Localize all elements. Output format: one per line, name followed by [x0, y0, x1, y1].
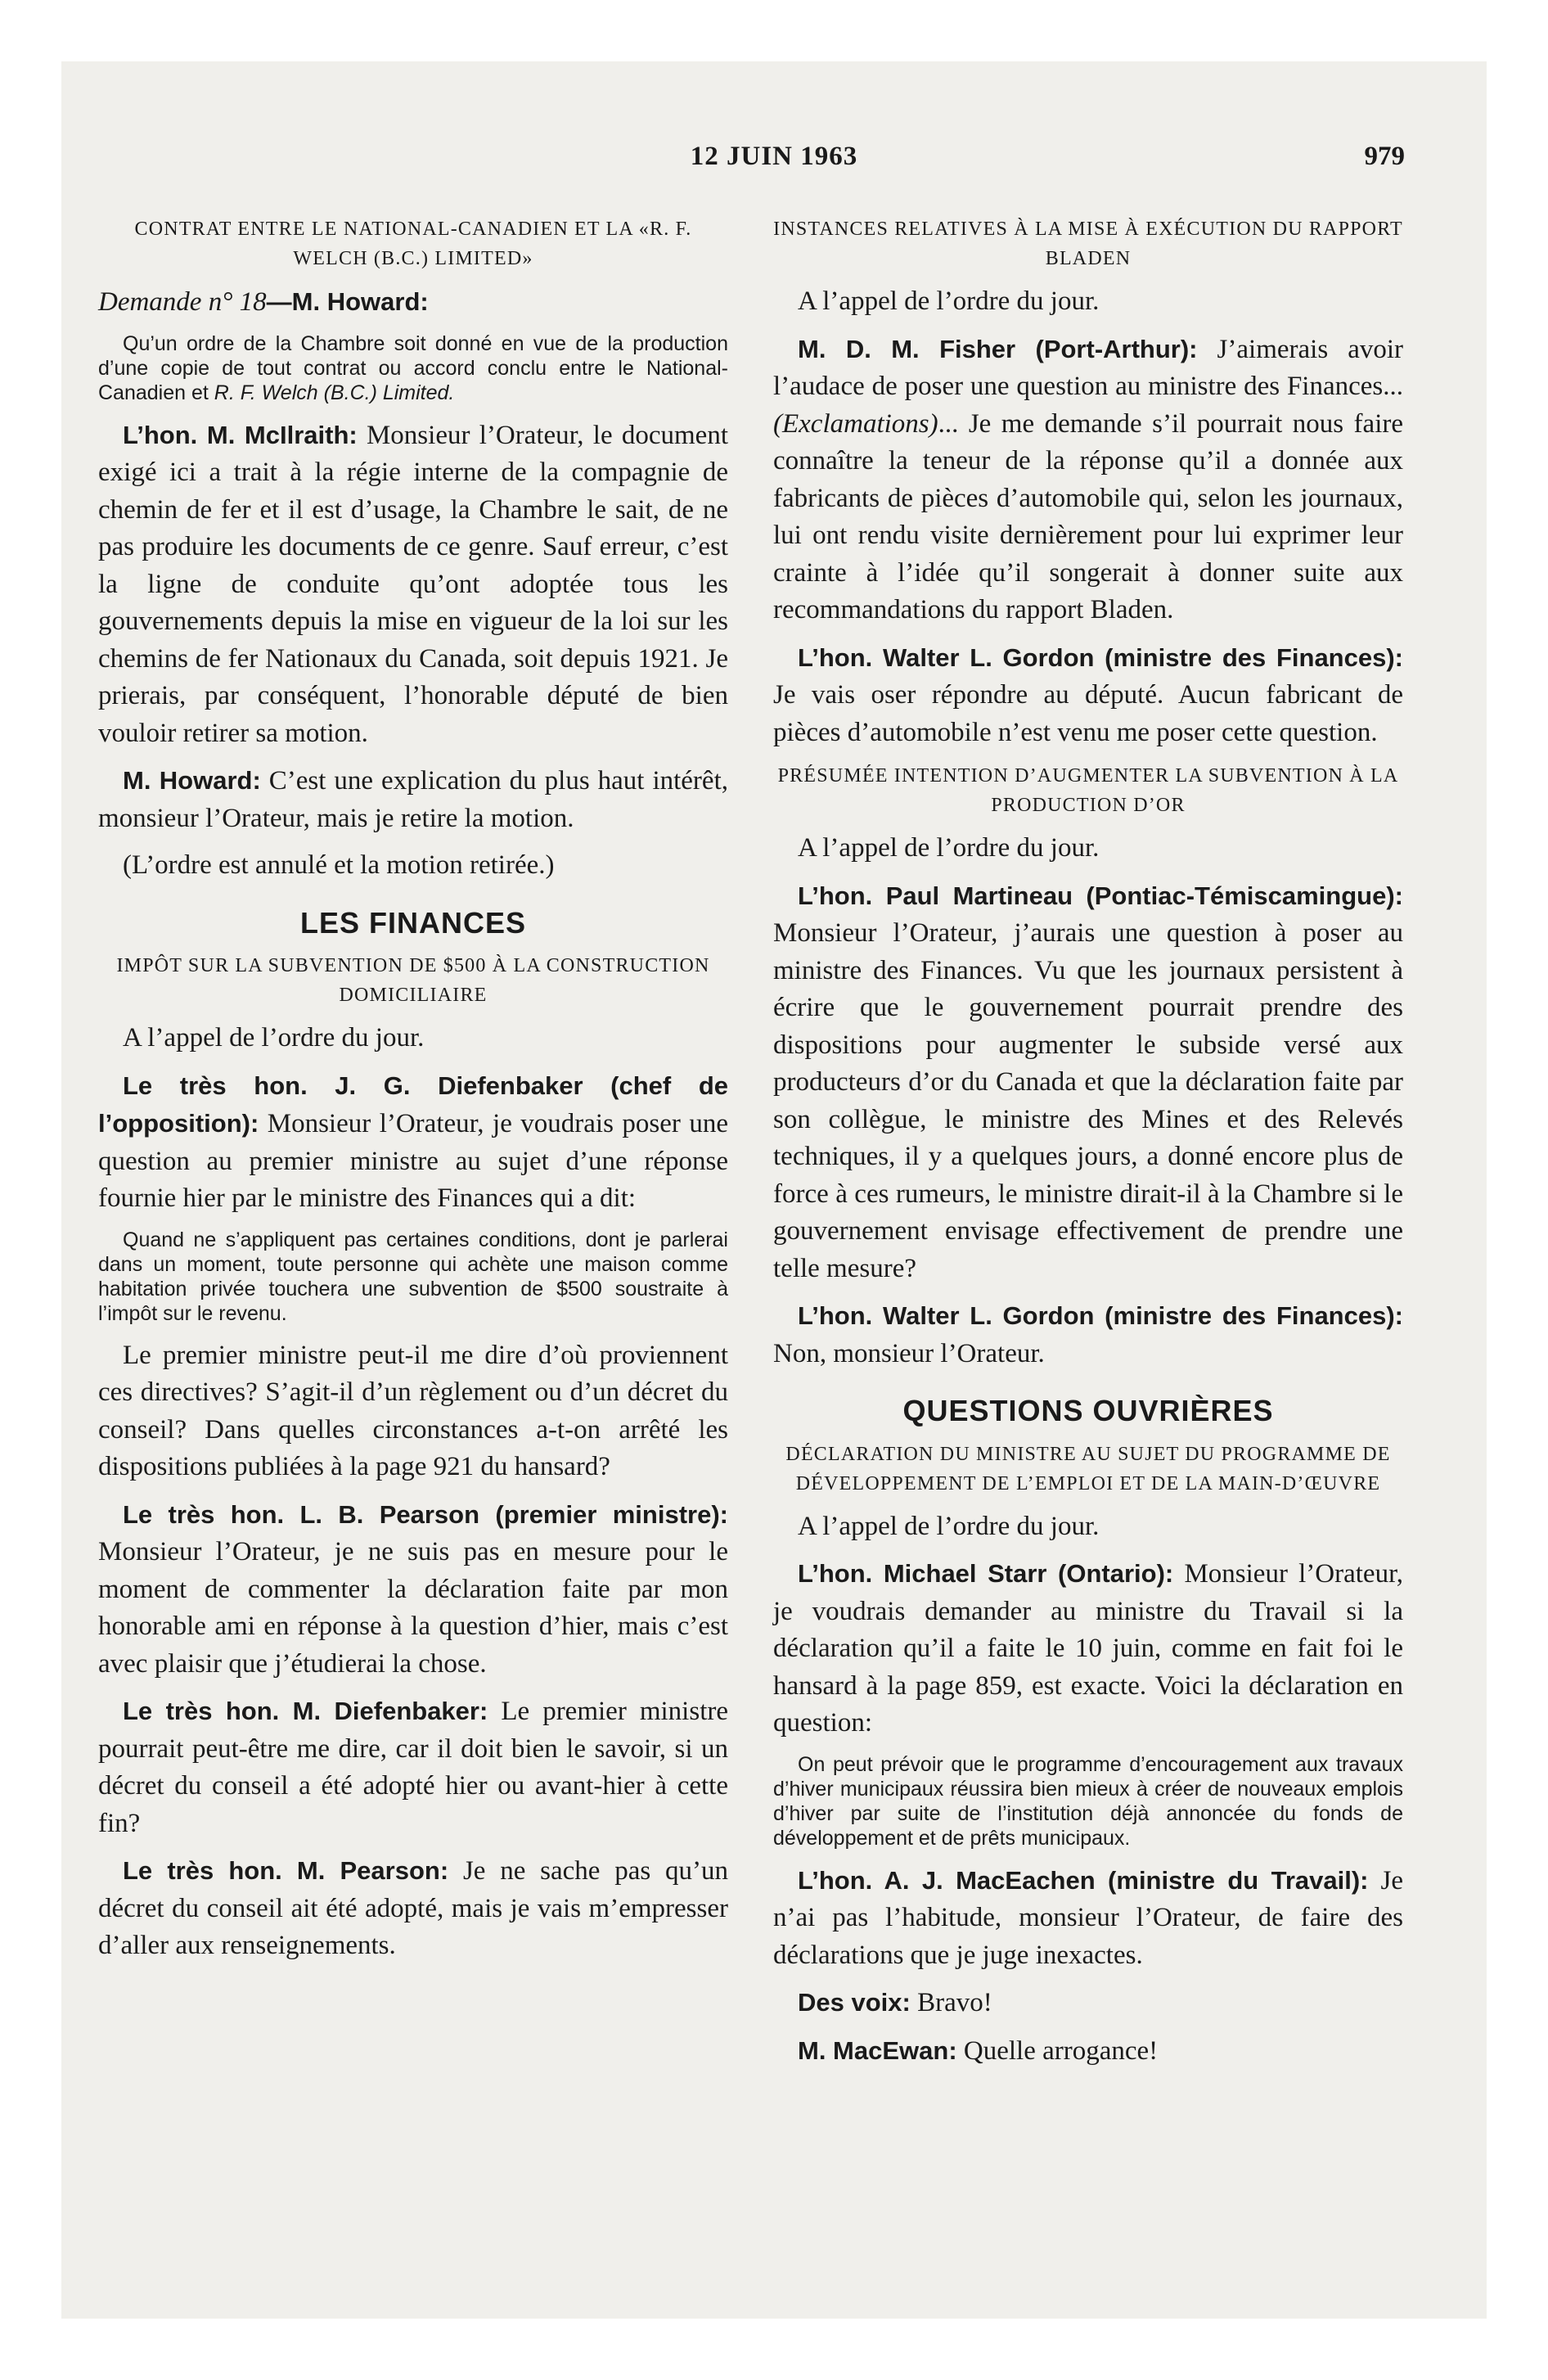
paragraph-text: Je n’ai pas l’habitude, monsieur l’Orateur, de faire des déclarations que je juge inexactes.: [773, 1865, 1403, 1970]
section-title: LES FINANCES: [299, 905, 527, 940]
motion-speaker: —M. Howard:: [266, 287, 429, 316]
page-header: [61, 142, 1487, 191]
paragraph: A l’appel de l’ordre du jour.: [798, 1511, 1100, 1541]
speaker: Le très hon. J. G. Diefenbaker (chef de l’opposition):: [98, 1071, 728, 1138]
right-column: [773, 205, 1403, 2080]
motion-label: Demande n° 18: [98, 287, 267, 317]
paragraph: Le premier ministre peut-il me dire d’où proviennent ces directives? S’agit-il d’un règlement ou d’un décret du conseil? Dans quelles circonstances a-t-on arrêté les dispositions publiées à la page 921 du hansard?: [98, 1340, 728, 1481]
speaker: L’hon. M. McIlraith:: [123, 420, 358, 449]
quote-text: Qu’un ordre de la Chambre soit donné en vue de la production d’une copie de tout contrat ou accord conclu entre le National-Canadien et: [98, 331, 728, 404]
speaker: L’hon. A. J. MacEachen (ministre du Travail):: [798, 1865, 1369, 1895]
speaker: M. MacEwan:: [798, 2035, 957, 2065]
paragraph: A l’appel de l’ordre du jour.: [798, 286, 1100, 316]
paragraph-text: Le premier ministre pourrait peut-être me dire, car il doit bien le savoir, si un décret du conseil a été adopté hier ou avant-hier à cette fin?: [98, 1697, 728, 1838]
section-heading: PRÉSUMÉE INTENTION D’AUGMENTER LA SUBVENTION À LA PRODUCTION D’OR: [777, 765, 1399, 816]
section-heading: INSTANCES RELATIVES À LA MISE À EXÉCUTION DU RAPPORT BLADEN: [773, 219, 1403, 269]
paragraph-text: Monsieur l’Orateur, je voudrais demander au ministre du Travail si la déclaration qu’il a faite le 10 juin, comme en fait foi le hansard à la page 859, est exacte. Voici la déclaration en question:: [773, 1559, 1403, 1738]
motion-line: [98, 283, 728, 322]
quote-italic: R. F. Welch (B.C.) Limited.: [214, 381, 455, 404]
speaker: L’hon. Walter L. Gordon (ministre des Finances):: [798, 1301, 1403, 1330]
speaker: L’hon. Michael Starr (Ontario):: [798, 1559, 1174, 1588]
paragraph-text: Monsieur l’Orateur, le document exigé ici a trait à la régie interne de la compagnie de chemin de fer et il est d’usage, la Chambre le sait, de ne pas produire les documents de ce genre. Sauf erreur, c’est la ligne de conduite qu’ont adoptée tous les gouvernements depuis la mise en vigueur de la loi sur les chemins de fer Nationaux du Canada, soit depuis 1921. Je prierais, par conséquent, l’honorable député de bien vouloir retirer sa motion.: [98, 420, 729, 748]
speaker: Le très hon. M. Diefenbaker:: [123, 1697, 488, 1725]
paragraph: [773, 331, 1403, 629]
left-column: [98, 205, 728, 1975]
paragraph: [98, 1852, 728, 1965]
paragraph: [773, 639, 1403, 752]
paragraph-italic: (Exclamations): [773, 408, 938, 439]
motion-quote: [98, 331, 728, 405]
speaker: Le très hon. L. B. Pearson (premier ministre):: [123, 1499, 728, 1529]
paragraph: [773, 1297, 1403, 1373]
paragraph: [98, 1496, 728, 1684]
page: [61, 61, 1487, 2319]
section-heading: CONTRAT ENTRE LE NATIONAL-CANADIEN ET LA «R. F. WELCH (B.C.) LIMITED»: [134, 219, 692, 269]
page-date: 12 JUIN 1963: [690, 142, 858, 171]
speaker: M. D. M. Fisher (Port-Arthur):: [798, 334, 1198, 363]
paragraph: A l’appel de l’ordre du jour.: [798, 833, 1100, 863]
section-heading: IMPÔT SUR LA SUBVENTION DE $500 À LA CONSTRUCTION DOMICILIAIRE: [116, 955, 710, 1006]
speaker: L’hon. Walter L. Gordon (ministre des Finances):: [798, 642, 1403, 672]
paragraph-text: Je ne sache pas qu’un décret du conseil ait été adopté, mais je vais m’empresser d’aller aux renseignements.: [98, 1856, 729, 1960]
paragraph: [773, 1984, 1403, 2022]
section-heading: DÉCLARATION DU MINISTRE AU SUJET DU PROGRAMME DE DÉVELOPPEMENT DE L’EMPLOI ET DE LA MAIN-D’ŒUVRE: [785, 1443, 1391, 1494]
speaker: Le très hon. M. Pearson:: [123, 1856, 449, 1885]
paragraph-text: ... Je me demande s’il pourrait nous faire connaître la teneur de la réponse qu’il a donnée aux fabricants de pièces d’automobile qui, selon les journaux, lui ont rendu visite dernièrement pour lui exprimer leur crainte à l’idée qu’il songerait à donner suite aux recommandations du rapport Bladen.: [773, 408, 1403, 624]
paragraph: [773, 1555, 1403, 1742]
page-number: 979: [1364, 142, 1405, 171]
paragraph-text: Je vais oser répondre au député. Aucun fabricant de pièces d’automobile n’est venu me poser cette question.: [773, 680, 1403, 747]
paragraph: [773, 2032, 1403, 2071]
paragraph-text: Monsieur l’Orateur, j’aurais une question à poser au ministre des Finances. Vu que les journaux persistent à écrire que le gouvernement pourrait prendre des dispositions pour augmenter le subside versé aux producteurs d’or du Canada et que la déclaration faite par son collègue, le ministre des Mines et des Relevés techniques, il y a quelques jours, a donné encore plus de force à ces rumeurs, le ministre dirait-il à la Chambre si le gouvernement envisage effectivement de prendre une telle mesure?: [773, 918, 1403, 1283]
paragraph: [773, 1862, 1403, 1975]
paragraph: [773, 877, 1403, 1288]
paragraph-text: Monsieur l’Orateur, je voudrais poser une question au premier ministre au sujet d’une réponse fournie hier par le ministre des Finances qui a dit:: [98, 1109, 728, 1213]
speaker: M. Howard:: [123, 766, 261, 795]
quoted-passage: Quand ne s’appliquent pas certaines conditions, dont je parlerai dans un moment, toute personne qui achète une maison comme habitation privée touchera une subvention de $500 soustraite à l’impôt sur le revenu.: [98, 1228, 728, 1325]
paragraph-text: Quelle arrogance!: [956, 2035, 1159, 2066]
paragraph-text: Bravo!: [910, 1988, 992, 2017]
paragraph-text: J’aimerais avoir l’audace de poser une question au ministre des Finances...: [773, 334, 1404, 401]
speaker: L’hon. Paul Martineau (Pontiac-Témiscamingue):: [798, 881, 1403, 910]
paragraph-text: Non, monsieur l’Orateur.: [773, 1338, 1045, 1368]
paragraph-text: C’est une explication du plus haut intérêt, monsieur l’Orateur, mais je retire la motion.: [98, 766, 728, 833]
paragraph: [98, 1067, 728, 1218]
section-title: QUESTIONS OUVRIÈRES: [902, 1394, 1274, 1427]
paragraph: [98, 417, 728, 753]
paragraph: A l’appel de l’ordre du jour.: [123, 1023, 425, 1053]
paragraph: (L’ordre est annulé et la motion retirée.): [123, 850, 555, 880]
paragraph: [98, 762, 728, 837]
paragraph-text: Monsieur l’Orateur, je ne suis pas en mesure pour le moment de commenter la déclaration faite par mon honorable ami en réponse à la question d’hier, mais c’est avec plaisir que j’étudierai la chose.: [98, 1537, 728, 1679]
speaker: Des voix:: [798, 1988, 911, 2017]
paragraph: [98, 1693, 728, 1842]
quoted-passage: On peut prévoir que le programme d’encouragement aux travaux d’hiver municipaux réussira bien mieux à créer de nouveaux emplois d’hiver par suite de l’institution déjà annoncée du fonds de développement et de prêts municipaux.: [773, 1752, 1403, 1850]
